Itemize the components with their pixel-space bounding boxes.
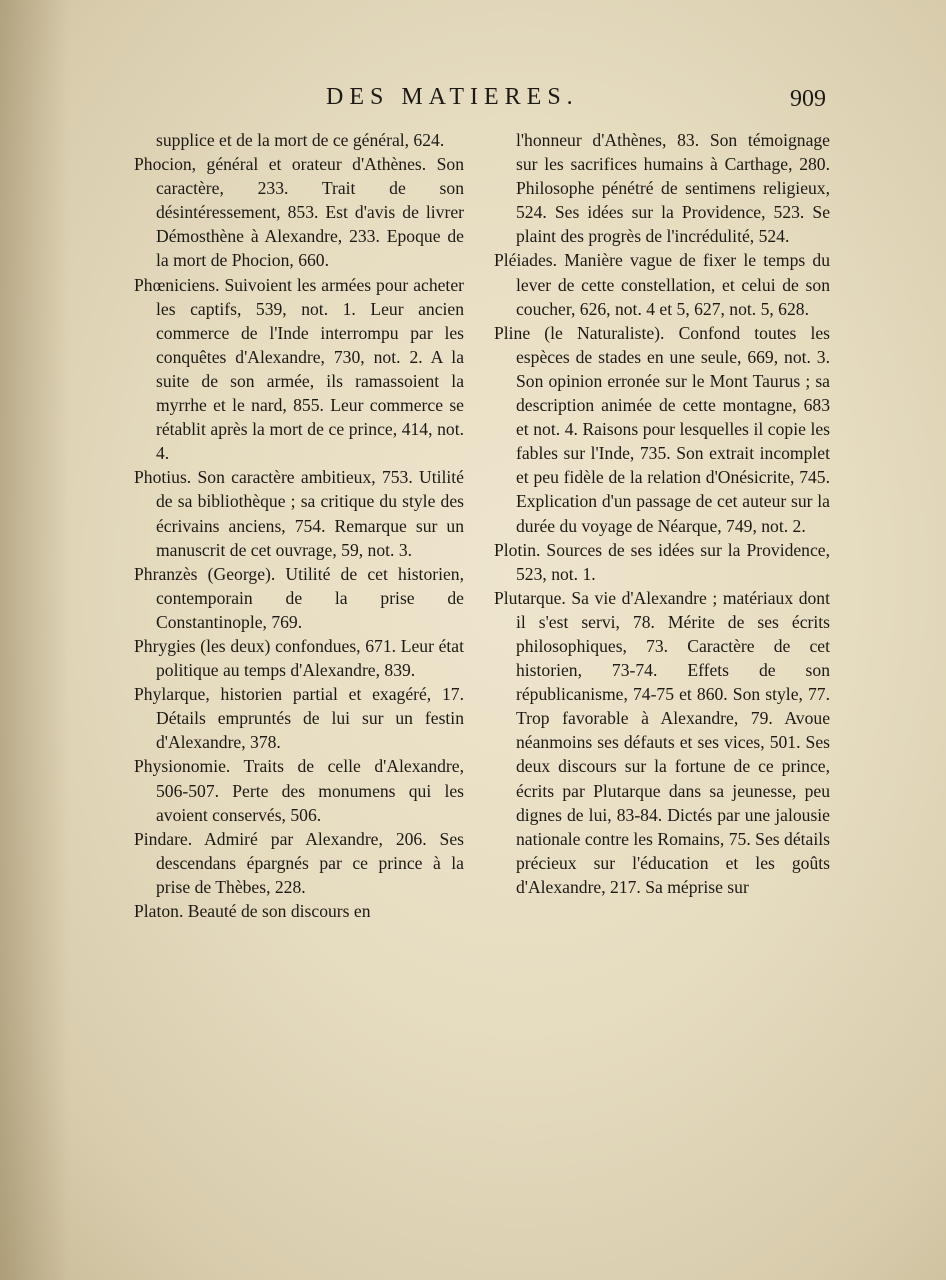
index-entry-plotin: Plotin. Sources de ses idées sur la Providence, 523, not. 1. (494, 539, 830, 584)
index-entry-pindare: Pindare. Admiré par Alexandre, 206. Ses descendans épargnés par ce prince à la prise de Thèbes, 228. (134, 828, 464, 897)
index-entry-physionomie: Physionomie. Traits de celle d'Alexandre, 506-507. Perte des monumens qui les avoient conservés, 506. (134, 756, 464, 825)
left-column (134, 128, 464, 923)
index-entry-continued: l'honneur d'Athènes, 83. Son témoignage sur les sacrifices humains à Carthage, 280. Philosophe pénétré de sentimens religieux, 524. Ses idées sur la Providence, 523. Se plaint des progrès de l'incrédulité, 524. (516, 130, 830, 247)
index-entry-phrygies: Phrygies (les deux) confondues, 671. Leur état politique au temps d'Alexandre, 839. (134, 635, 464, 681)
index-entry-plutarque: Plutarque. Sa vie d'Alexandre ; matériaux dont il s'est servi, 78. Mérite de ses écrits philosophiques, 73. Caractère de cet historien, 73-74. Effets de son républicanisme, 74-75 et 860. Son style, 77. Trop favorable à Alexandre, 79. Avoue néanmoins ses défauts et ses vices, 501. Ses deux discours sur la fortune de ce prince, écrits par Plutarque dans sa jeunesse, peu dignes de lui, 83-84. Dictés par une jalousie nationale contre les Romains, 75. Ses détails précieux sur l'éducation et les goûts d'Alexandre, 217. Sa méprise sur (494, 587, 830, 897)
index-entry-pline: Pline (le Naturaliste). Confond toutes les espèces de stades en une seule, 669, not. 3. Son opinion erronée sur le Mont Taurus ; sa description animée de cette montagne, 683 et not. 4. Raisons pour lesquelles il copie les fables sur l'Inde, 735. Son extrait incomplet et peu fidèle de la relation d'Onésicrite, 745. Explication d'un passage de cet auteur sur la durée du voyage de Néarque, 749, not. 2. (494, 322, 830, 536)
right-column (494, 128, 830, 899)
index-entry-continued: supplice et de la mort de ce général, 624. (156, 130, 445, 150)
index-entry-phranzes: Phranzès (George). Utilité de cet historien, contemporain de la prise de Constantinople, 769. (134, 563, 464, 632)
page-shadow (0, 0, 70, 1280)
index-entry-platon: Platon. Beauté de son discours en (134, 901, 371, 921)
index-entry-pleiades: Pléiades. Manière vague de fixer le temps du lever de cette constellation, et celui de son coucher, 626, not. 4 et 5, 627, not. 5, 628. (494, 250, 830, 319)
index-entry-pheniciens: Phœniciens. Suivoient les armées pour acheter les captifs, 539, not. 1. Leur ancien commerce de l'Inde interrompu par les conquêtes d'Alexandre, 730, not. 2. A la suite de son armée, ils ramassoient la myrrhe et le nard, 855. Leur commerce se rétablit après la mort de ce prince, 414, not. 4. (134, 274, 464, 464)
index-entry-phocion: Phocion, général et orateur d'Athènes. Son caractère, 233. Trait de son désintéressement, 853. Est d'avis de livrer Démosthène à Alexandre, 233. Epoque de la mort de Phocion, 660. (134, 154, 464, 271)
index-entry-phylarque: Phylarque, historien partial et exagéré, 17. Détails empruntés de lui sur un festin d'Alexandre, 378. (134, 684, 464, 753)
page-number: 909 (790, 86, 826, 112)
index-entry-photius: Photius. Son caractère ambitieux, 753. Utilité de sa bibliothèque ; sa critique du style des écrivains anciens, 754. Remarque sur un manuscrit de cet ouvrage, 59, not. 3. (134, 467, 464, 560)
running-title: DES MATIERES. (326, 84, 579, 110)
